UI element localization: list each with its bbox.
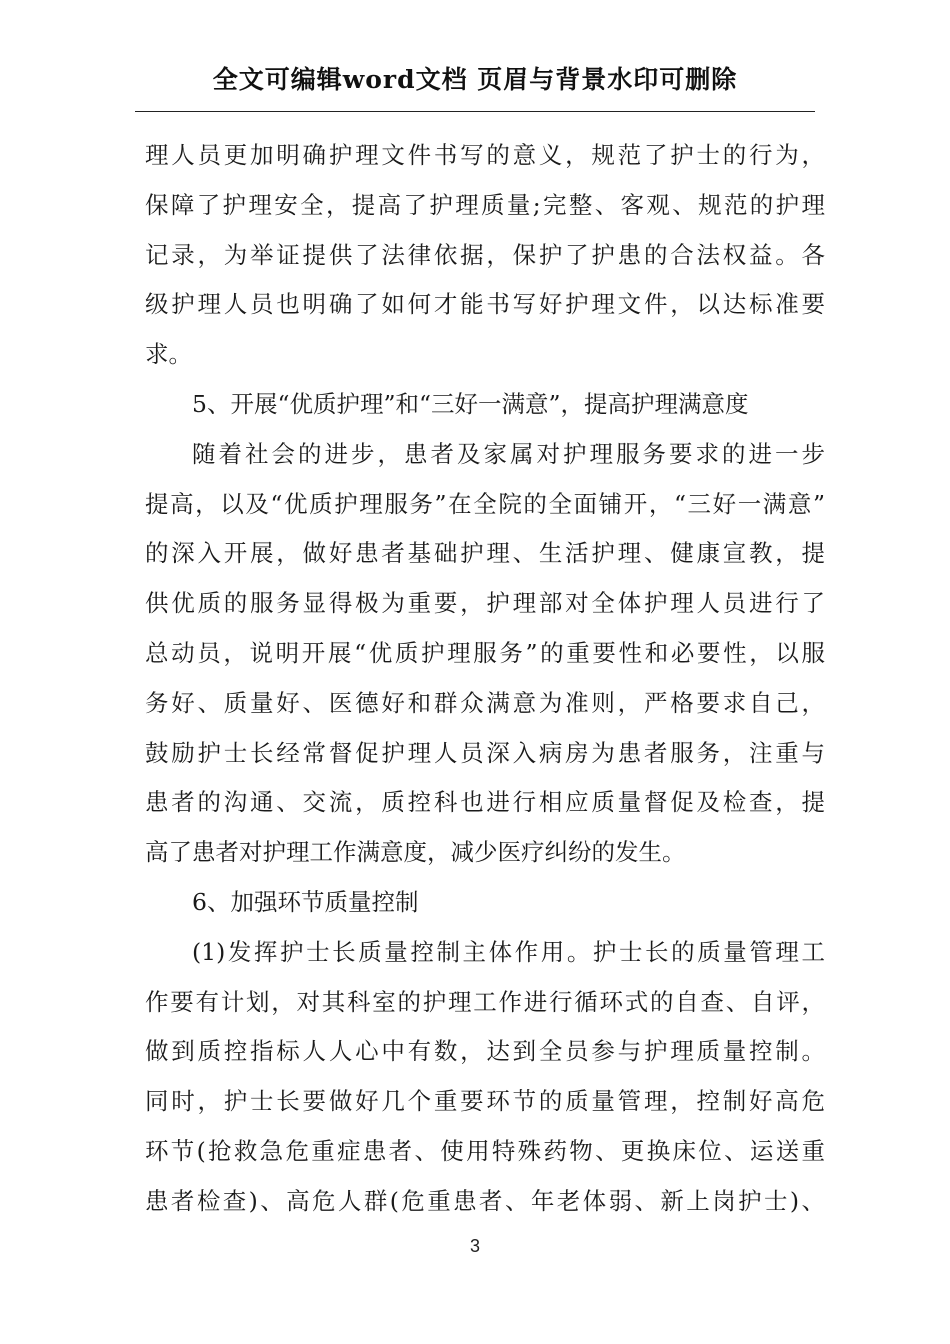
- text-line: 记录，为举证提供了法律依据，保护了护患的合法权益。各: [145, 240, 825, 269]
- body-text: [145, 131, 825, 1227]
- section-heading: 6、加强环节质量控制: [192, 887, 419, 916]
- text-line: 总动员，说明开展“优质护理服务”的重要性和必要性，以服: [145, 638, 825, 667]
- text-line: 高了患者对护理工作满意度，减少医疗纠纷的发生。: [145, 838, 686, 867]
- text-line: (1)发挥护士长质量控制主体作用。护士长的质量管理工: [192, 937, 825, 966]
- text-line: 提高，以及“优质护理服务”在全院的全面铺开，“三好一满意”: [145, 489, 825, 518]
- text-line: 鼓励护士长经常督促护理人员深入病房为患者服务，注重与: [145, 738, 825, 767]
- text-line: 级护理人员也明确了如何才能书写好护理文件，以达标准要: [145, 290, 825, 319]
- text-line: 患者检查)、高危人群(危重患者、年老体弱、新上岗护士)、: [145, 1186, 825, 1215]
- header-divider: [135, 111, 815, 112]
- text-line: 环节(抢救急危重症患者、使用特殊药物、更换床位、运送重: [145, 1136, 825, 1165]
- section-heading: 5、开展“优质护理”和“三好一满意”，提高护理满意度: [192, 389, 749, 418]
- text-line: 供优质的服务显得极为重要，护理部对全体护理人员进行了: [145, 589, 825, 618]
- text-line: 患者的沟通、交流，质控科也进行相应质量督促及检查，提: [145, 788, 825, 817]
- text-line: 求。: [145, 340, 192, 369]
- text-line: 随着社会的进步，患者及家属对护理服务要求的进一步: [192, 439, 825, 468]
- text-line: 做到质控指标人人心中有数，达到全员参与护理质量控制。: [145, 1037, 825, 1066]
- text-line: 务好、质量好、医德好和群众满意为准则，严格要求自己，: [145, 688, 825, 717]
- text-line: 作要有计划，对其科室的护理工作进行循环式的自查、自评，: [145, 987, 825, 1016]
- text-line: 同时，护士长要做好几个重要环节的质量管理，控制好高危: [145, 1087, 825, 1116]
- page-number: 3: [469, 1236, 480, 1256]
- text-line: 的深入开展，做好患者基础护理、生活护理、健康宣教，提: [145, 539, 825, 568]
- page-header: 全文可编辑word文档 页眉与背景水印可删除: [212, 65, 738, 94]
- text-line: 保障了护理安全，提高了护理质量;完整、客观、规范的护理: [145, 190, 825, 219]
- text-line: 理人员更加明确护理文件书写的意义，规范了护士的行为，: [145, 141, 825, 169]
